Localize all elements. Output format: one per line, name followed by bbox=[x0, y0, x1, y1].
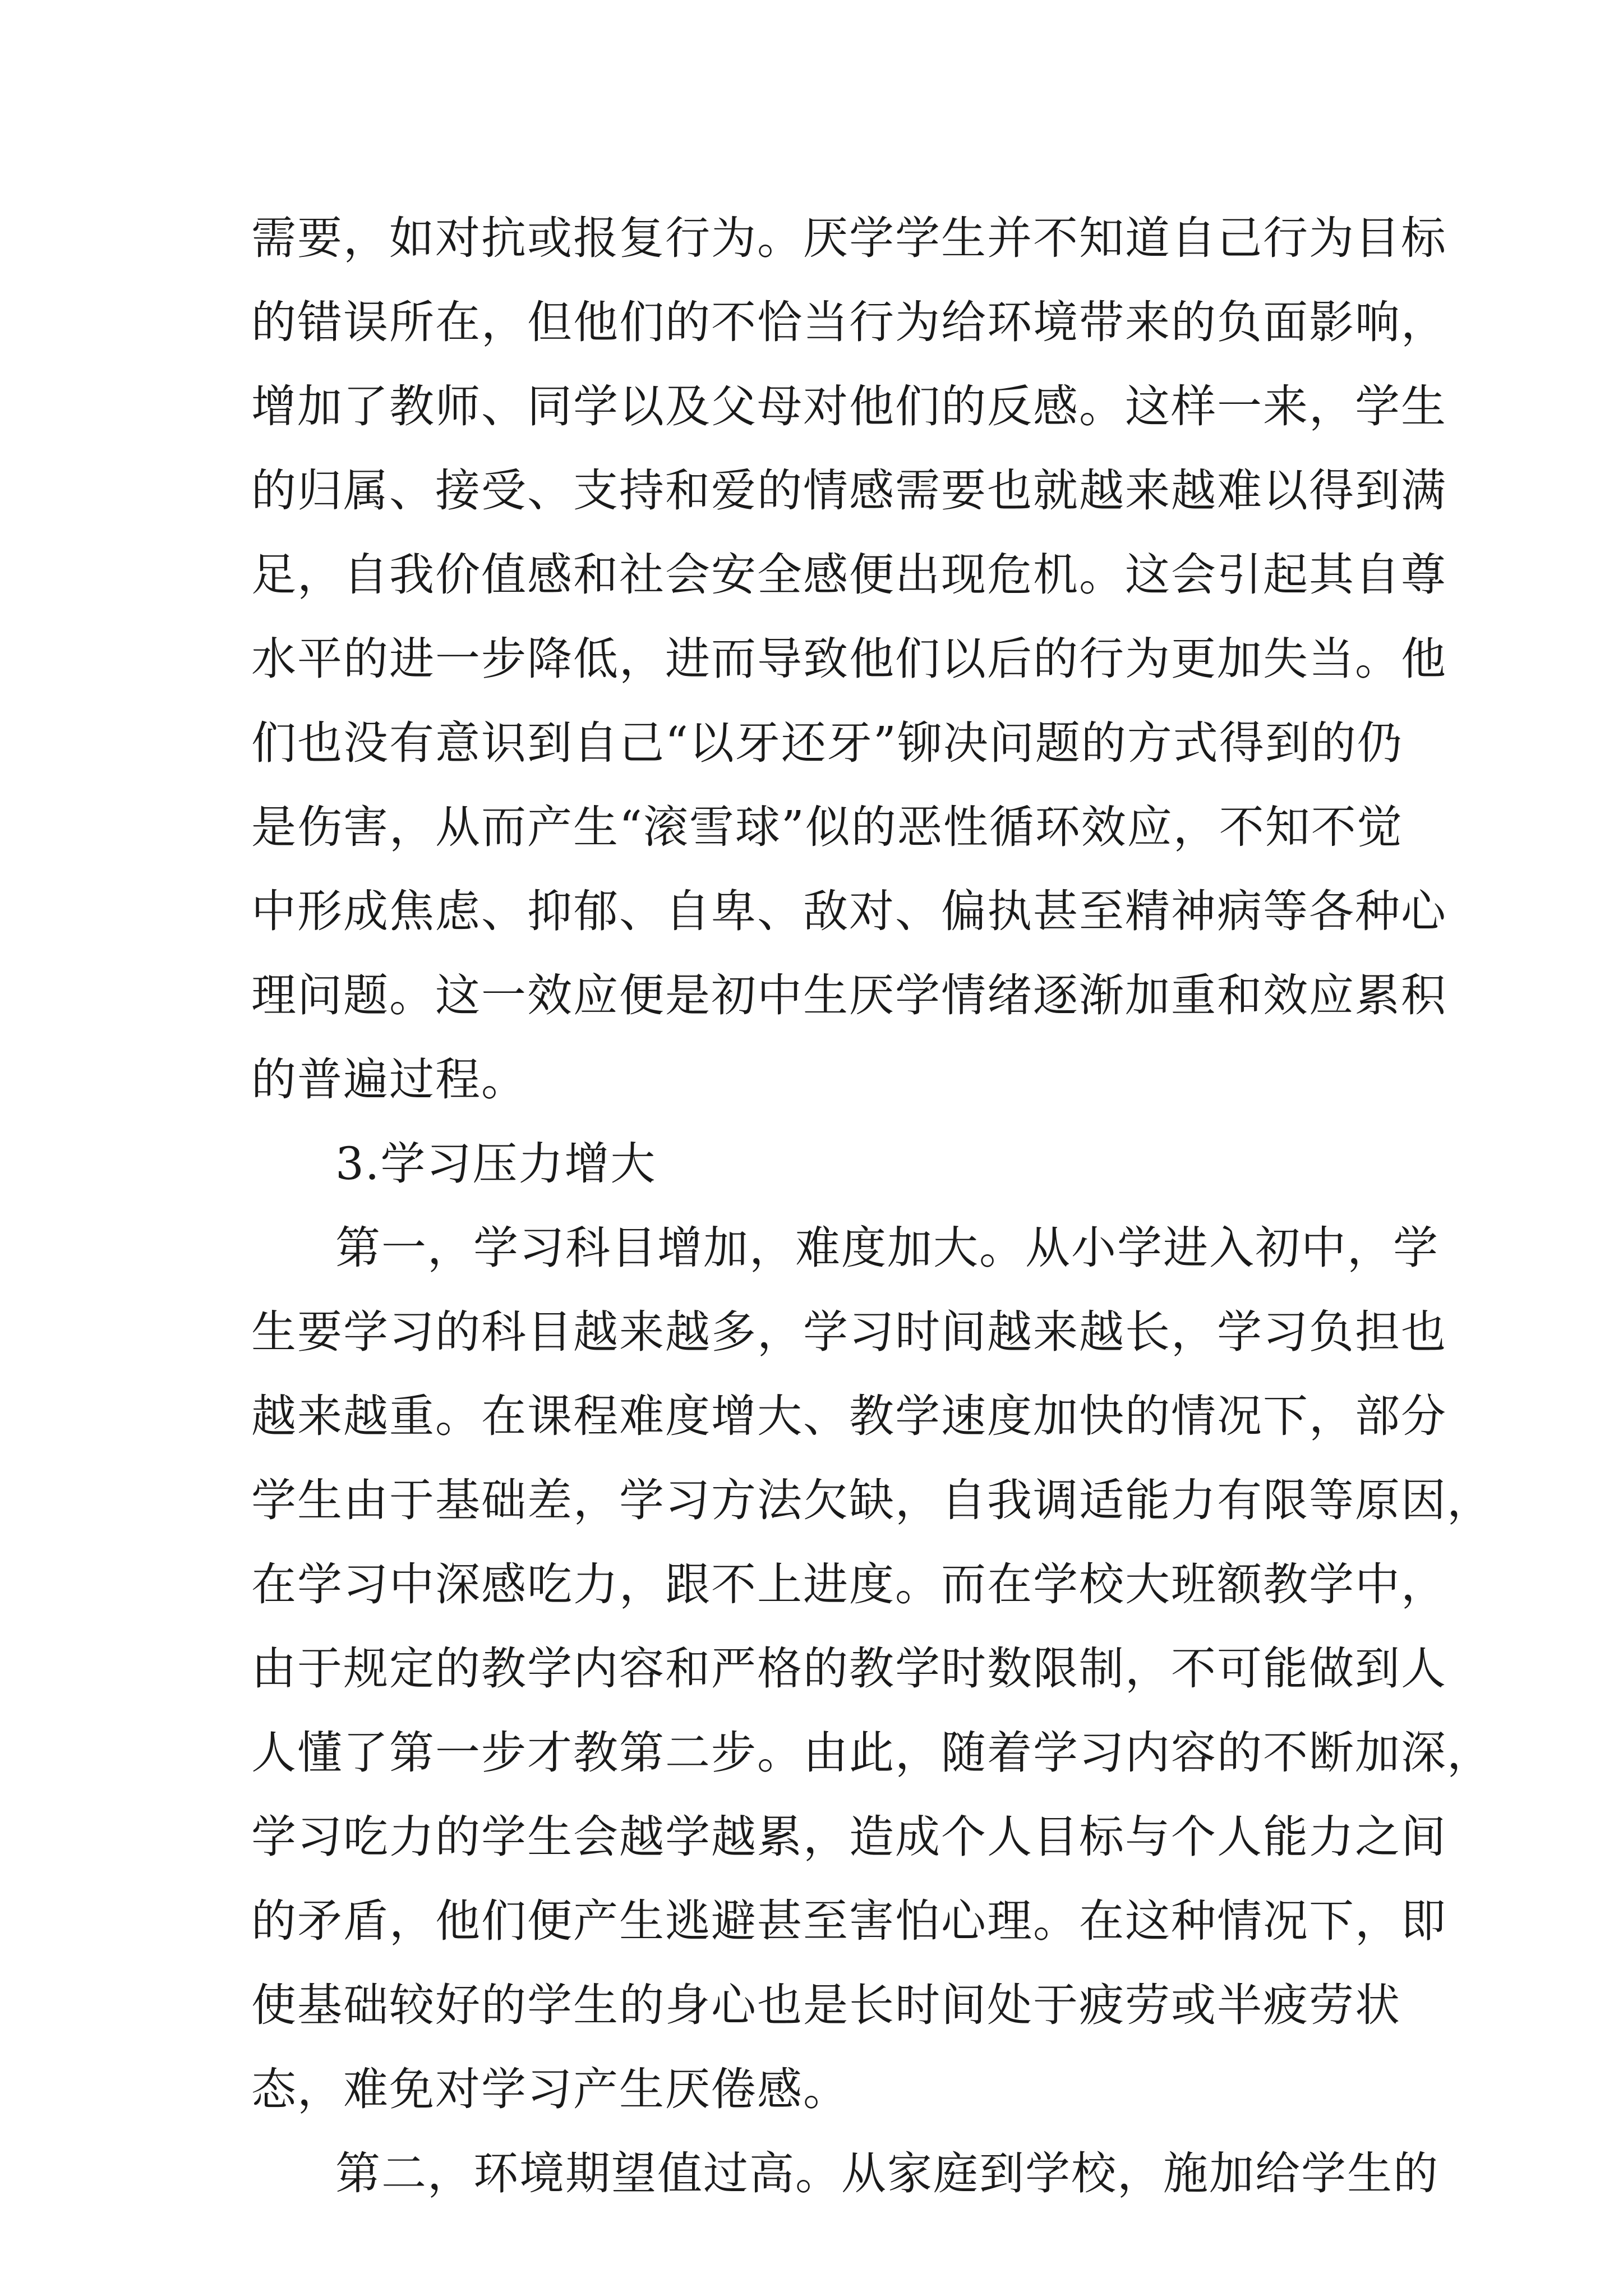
body-text-line: 足，自我价值感和社会安全感便出现危机。这会引起其自尊 bbox=[251, 549, 1447, 601]
section-heading: 3.学习压力增大 bbox=[335, 1138, 657, 1190]
body-text-line: 使基础较好的学生的身心也是长时间处于疲劳或半疲劳状 bbox=[251, 1979, 1401, 2031]
body-text-line: 是伤害，从而产生“滚雪球”似的恶性循环效应，不知不觉 bbox=[251, 801, 1403, 853]
body-text-line: 生要学习的科目越来越多，学习时间越来越长，学习负担也 bbox=[251, 1306, 1447, 1358]
body-text-line: 水平的进一步降低，进而导致他们以后的行为更加失当。他 bbox=[251, 633, 1447, 685]
body-text-line: 学生由于基础差，学习方法欠缺，自我调适能力有限等原因， bbox=[251, 1474, 1493, 1526]
body-text-line: 需要，如对抗或报复行为。厌学学生并不知道自己行为目标 bbox=[251, 212, 1447, 264]
body-text-line: 态，难免对学习产生厌倦感。 bbox=[251, 2063, 849, 2115]
body-text-line: 们也没有意识到自己“以牙还牙”铆决问题的方式得到的仍 bbox=[251, 717, 1403, 769]
body-text-line: 由于规定的教学内容和严格的教学时数限制，不可能做到人 bbox=[251, 1642, 1447, 1695]
body-text-line: 的普遍过程。 bbox=[251, 1053, 527, 1106]
body-text-line: 人懂了第一步才教第二步。由此，随着学习内容的不断加深， bbox=[251, 1727, 1493, 1779]
body-text-line: 学习吃力的学生会越学越累，造成个人目标与个人能力之间 bbox=[251, 1811, 1447, 1863]
body-text-line: 的归属、接受、支持和爱的情感需要也就越来越难以得到满 bbox=[251, 464, 1447, 517]
body-text-line: 越来越重。在课程难度增大、教学速度加快的情况下，部分 bbox=[251, 1390, 1447, 1442]
body-text-line: 第一，学习科目增加，难度加大。从小学进入初中，学 bbox=[335, 1222, 1439, 1274]
body-text-line: 的矛盾，他们便产生逃避甚至害怕心理。在这种情况下，即 bbox=[251, 1895, 1447, 1947]
body-text-line: 中形成焦虑、抑郁、自卑、敌对、偏执甚至精神病等各种心 bbox=[251, 885, 1447, 937]
body-text-line: 第二，环境期望值过高。从家庭到学校，施加给学生的 bbox=[335, 2147, 1439, 2200]
body-text-line: 的错误所在，但他们的不恰当行为给环境带来的负面影响， bbox=[251, 296, 1447, 348]
body-text-line: 增加了教师、同学以及父母对他们的反感。这样一来，学生 bbox=[251, 380, 1447, 432]
body-text-line: 理问题。这一效应便是初中生厌学情绪逐渐加重和效应累积 bbox=[251, 969, 1447, 1022]
body-text-line: 在学习中深感吃力，跟不上进度。而在学校大班额教学中， bbox=[251, 1558, 1447, 1611]
